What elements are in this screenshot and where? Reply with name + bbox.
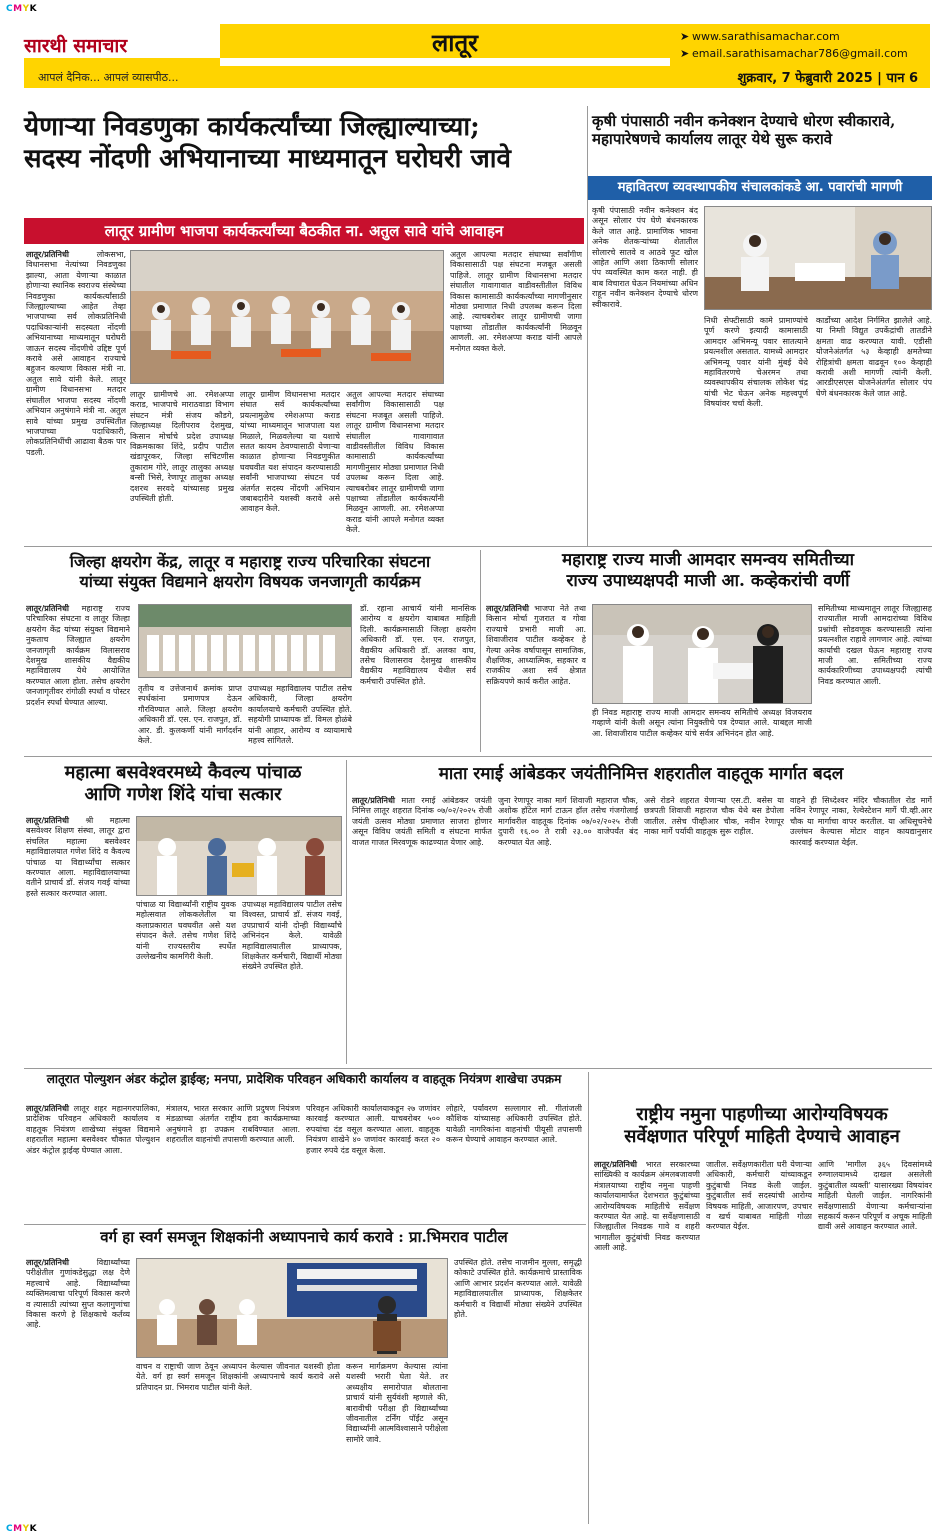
- story7-column-1: लातूर/प्रतिनिधी लातूर शहर महानगरपालिका, प्रादेशिक परिवहन अधिकारी कार्यालय व वाहतूक नियंत्रण शाखेच्या संयुक्त विद्यमाने शहरातील महात्मा बसवेश्वर चौकात पोल्युशन अंडर कंट्रोल ड्राईव्ह घेण्यात आला.: [26, 1104, 160, 1155]
- story2-caption: निधी सेफ्टीसाठी कामे प्रामाण्यांचे पूर्ण करणे इत्यादी कामासाठी आमदार अभिमन्यू पवार सातत्याने प्रयत्नशील असतात. यामध्ये आमदार अभिमन्यू पवार यांनी मुंबई येथे महावितरणचे चेअरमन तथा व्यवस्थापकीय संचालक लोकेश चंद्र यांची भेट घेऊन अनेक महत्त्वपूर्ण विषयांवर चर्चा केली.: [704, 316, 808, 409]
- arrow-icon: ➤: [680, 47, 690, 60]
- story7-column-3: परिवहन अधिकारी कार्यालयाकडून २७ जणांवर कारवाई करण्यात आली. याचबरोबर ५०० रुपयांचा दंड वसूल करण्यात आला. वाहतूक नियंत्रण शाखेने ४० जणांवर कारवाई करत २० हजार रुपये दंड वसूल केला.: [306, 1104, 440, 1155]
- story6-column-4: वाहने ही सिध्देश्वर मंदिर चौकातील रोड मार्गे नविन रेणापूर नाका, रेल्वेस्टेशन मार्गे पी.व्ही.आर चौक या मार्गाचा वापर करतील. या अधिसूचनेचे उल्लंघन केल्यास मोटार वाहन कायद्यानुसार कारवाई करण्यात येईल.: [790, 796, 932, 847]
- story7-column-2: मंत्रालय, भारत सरकार आणि प्रदुषण नियंत्रण मंडळाच्या अंतर्गत राष्ट्रीय हवा कार्यक्रमाच्या अनुषंगाने हा उपक्रम राबविण्यात आला. शहरातील वाहनांची तपासणी करण्यात आली.: [166, 1104, 300, 1145]
- story8-headline: राष्ट्रीय नमुना पाहणीच्या आरोग्यविषयक सर्वेक्षणात परिपूर्ण माहिती देण्याचे आवाहन: [624, 1104, 900, 1147]
- story3-byline: लातूर/प्रतिनिधी: [26, 604, 69, 613]
- story2-subhead: महावितरण व्यवस्थापकीय संचालकांकडे आ. पवारांची मागणी: [588, 176, 932, 200]
- story5-column-3: उपाध्यक्ष महाविद्यालय पाटील तसेच विश्वस्त, प्राचार्य डॉ. संजय गवई, उपप्राचार्य यांनी दोन्ही विद्यार्थ्यांचे अभिनंदन केले. यावेळी महाविद्यालयातील प्राध्यापक, शिक्षकेतर कर्मचारी, विद्यार्थी मोठ्या संख्येने उपस्थित होते.: [242, 900, 342, 972]
- story3-headline: जिल्हा क्षयरोग केंद्र, लातूर व महाराष्ट्र राज्य परिचारिका संघटना यांच्या संयुक्त विद्यमाने क्षयरोग विषयक जनजागृती कार्यक्रम: [69, 552, 431, 591]
- print-registration-mark-bottom: CMYK: [6, 1524, 38, 1534]
- story4-column-1: लातूर/प्रतिनिधी भाजपा नेते तथा किसान मोर्चा गुजरात व गोवा राज्याचे प्रभारी माजी आ. शिवाजीराव पाटील कव्हेकर हे गेल्या अनेक वर्षापासून सामाजिक, शैक्षणिक, आध्यात्मिक, सहकार व राजकीय अशा सर्व क्षेत्रात सक्रियपणे कार्य करीत आहेत.: [486, 604, 586, 686]
- story9-byline: लातूर/प्रतिनिधी: [26, 1258, 69, 1267]
- story6-byline: लातूर/प्रतिनिधी: [352, 796, 395, 805]
- story1-column-4a: अतुल आपल्या मतदार संघाच्या सर्वांगीण विकासासाठी पक्ष संघटना मजबूत असली पाहिजे. लातूर ग्रामीण विधानसभा मतदार संघातील गावागावात वाडीवस्तीतील विविध विकास कामासाठी कार्यकर्त्यांच्या मागणीनुसार मोठ्या प्रमाणात निधी उपलब्ध करून दिला आहे. त्याचबरोबर लातूर ग्रामीणची जागा पक्षाच्या तोंडातील कार्यकर्त्यांनी मिळवून आणली. आ. रमेशअप्पा कराड यांनी आपले मनोगत व्यक्त केले.: [346, 390, 444, 535]
- story1-subhead: लातूर ग्रामीण भाजपा कार्यकर्त्यांच्या बैठकीत ना. अतुल सावे यांचे आवाहन: [24, 218, 584, 244]
- city-title: लातूर: [432, 28, 478, 57]
- story3-column-1: लातूर/प्रतिनिधी महाराष्ट्र राज्य परिचारिका संघटना व लातूर जिल्हा क्षयरोग केंद्र यांच्या संयुक्त विद्यमाने नुकताच जिल्ह्यात क्षयरोग जनजागृती कार्यक्रम विलासराव देशमुख शासकीय वैद्यकीय महाविद्यालय येथे आयोजित करण्यात आला होता. तसेच क्षयरोग जनजागृतीवर रांगोळी स्पर्धा व पोस्टर प्रदर्शन स्पर्धा घेण्यात आल्या.: [26, 604, 130, 707]
- story4-photo: [592, 604, 812, 704]
- story8-column-1: लातूर/प्रतिनिधी भारत सरकारच्या सांख्यिकी व कार्यक्रम अंमलबजावणी मंत्रालयाच्या राष्ट्रीय नमुना पाहणी कार्यालयामार्फत देशभरात कुटुंबांच्या आरोग्यविषयक माहितीचे सर्वेक्षण करण्यात येत आहे. या सर्वेक्षणासाठी जिल्ह्यातील निवडक गावे व शहरी भागातील कुटुंबांची निवड करण्यात आली आहे.: [594, 1160, 700, 1253]
- story6-column-1: लातूर/प्रतिनिधी माता रमाई आंबेडकर जयंती निमित्त लातूर शहरात दिनांक ०७/०२/२०२५ रोजी जयंती उत्सव मोठ्या प्रमाणात साजरा होणार असून विविध जयंती समिती व संघटना मार्फत वाजत गाजत मिरवणूक काढण्यात येणार आहे.: [352, 796, 492, 847]
- story8-byline: लातूर/प्रतिनिधी: [594, 1160, 637, 1169]
- story5-photo: [136, 816, 342, 896]
- story1-column-1: लातूर/प्रतिनिधी लोकसभा, विधानसभा नेत्यांच्या निवडणुका झाल्या, आता येणाऱ्या काळात होणाऱ्या स्थानिक स्वराज्य संस्थेच्या निवडणुका कार्यकर्त्यांसाठी जिल्ह्याल्याच्या आहेत तेव्हा भाजपाच्या सर्व लोकप्रतिनिधी पदाधिकाऱ्यांनी सदस्यता नोंदणी अभियानाच्या माध्यमातून घरोघरी जाऊन सदस्य नोंदणीचे उद्दिष्ट पूर्ण करावे असे आवाहन राज्याचे बहुजन कल्याण विकास मंत्री ना. अतुल सावे यांनी केले. लातूर ग्रामीण विधानसभा मतदार संघातील भाजपा सदस्य नोंदणी अभियान अनुषंगाने मंत्री ना. अतुल सावे यांच्या प्रमुख उपस्थितीत भाजपाच्या पदाधिकारी, लोकप्रतिनिधींची आढावा बैठक पार पडली.: [26, 250, 126, 457]
- story9-headline: वर्ग हा स्वर्ग समजून शिक्षकांनी अध्यापनाचे कार्य करावे : प्रा.भिमराव पाटील: [100, 1228, 508, 1246]
- story7-column-4: लोहारे, पर्यावरण सल्लागार सौ. गीतांजली कौशिक यांच्यासह अधिकारी उपस्थित होते. यावेळी नागरिकांना वाहनांची पीयूसी तपासणी करून घेण्याचे आवाहन करण्यात आले.: [446, 1104, 582, 1145]
- story4-headline: महाराष्ट्र राज्य माजी आमदार समन्वय समितीच्या राज्य उपाध्यक्षपदी माजी आ. कव्हेकरांची वर्णी: [561, 550, 855, 591]
- story9-caption: वाचन व राष्ट्राची जाण ठेवून अध्यापन केल्यास जीवनात यशस्वी होता येते. वर्ग हा स्वर्ग समजून शिक्षकांनी अध्यापनाचे कार्य करावे असे प्रतिपादन प्रा. भिमराव पाटील यांनी केले.: [136, 1362, 340, 1392]
- story1-column-4: अतुल आपल्या मतदार संघाच्या सर्वांगीण विकासासाठी पक्ष संघटना मजबूत असली पाहिजे. लातूर ग्रामीण विधानसभा मतदार संघातील गावागावात वाडीवस्तीतील विविध विकास कामासाठी कार्यकर्त्यांच्या मागणीनुसार मोठ्या प्रमाणात निधी उपलब्ध करून दिला आहे. त्याचबरोबर लातूर ग्रामीणची जागा पक्षाच्या तोंडातील कार्यकर्त्यांनी मिळवून आणली. आ. रमेशअप्पा कराड यांनी आपले मनोगत व्यक्त केले.: [450, 250, 582, 353]
- story2-column-1: कृषी पंपासाठी नवीन कनेक्शन बंद असून सोलार पंप घेणे बंधनकारक केले जात आहे. प्रामाणिक भावना अनेक शेतकऱ्यांच्या शेतातील सोलारचे सातवे व आठवे फूट खोल आहेत आणि अशा ठिकाणी सोलार पंप व्यवस्थित काम करत नाही. ही बाब विचारात घेऊन नियमांच्या अधिन राहून नवीन कनेक्शन देण्याचे धोरण स्वीकारावे.: [592, 206, 698, 309]
- story7-headline: लातूरात पोल्युशन अंडर कंट्रोल ड्राईव्ह; मनपा, प्रादेशिक परिवहन अधिकारी कार्यालय व वाहतूक नियंत्रण शाखेचा उपक्रम: [46, 1072, 562, 1086]
- story1-column-3: लातूर ग्रामीण विधानसभा मतदार संघात सर्व कार्यकर्त्यांच्या प्रयत्नामुळेच रमेशअप्पा कराड यांच्या माध्यमातून भाजपाला यश मिळाले, मिळवलेल्या या यशाचे सतत कायम ठेवण्यासाठी येणाऱ्या काळात होणाऱ्या निवडणुकीत घवघवीत यश संपादन करण्यासाठी सर्वांनी भाजपाच्या संघटन पर्व अंतर्गत सदस्य नोंदणी अभियान जबाबदारीने यशस्वी करावे असे आवाहन केले.: [240, 390, 340, 514]
- story9-photo: [136, 1258, 448, 1358]
- story6-column-2: जुना रेणापूर नाका मार्ग शिवाजी महाराज चौक, अशोक हॉटेल मार्ग टाऊन हॉल तसेच गंजगोलाई मार्गावरील वाहतूक दिनांक ०७/०२/२०२५ रोजी दुपारी १६.०० ते रात्री २३.०० वाजेपर्यंत बंद करण्यात येत आहे.: [498, 796, 638, 847]
- website-link[interactable]: www.sarathisamachar.com: [692, 30, 840, 43]
- story9-column-4: उपस्थित होते. तसेच नाजमीन मुल्ला, समृद्धी कोकाटे उपस्थित होते. कार्यक्रमाचे प्रास्ताविक आणि आभार प्रदर्शन करण्यात आले. यावेळी महाविद्यालयातील प्राध्यापक, शिक्षकेतर कर्मचारी व विद्यार्थी मोठ्या संख्येने उपस्थित होते.: [454, 1258, 582, 1320]
- contact-box: [670, 24, 930, 66]
- story9-column-1: लातूर/प्रतिनिधी विद्यार्थ्यांच्या परीक्षेतील गुणांकडेसुद्धा लक्ष देणे महत्त्वाचे आहे. विद्यार्थ्यांच्या व्यक्तिमत्वाचा परिपूर्ण विकास करणे व त्यासाठी त्यांच्या सुप्त कलागुणांचा विकास करणे हे शिक्षकाचे कर्तव्य आहे.: [26, 1258, 130, 1330]
- story5-headline: महात्मा बसवेश्वरमध्ये कैवल्य पांचाळ आणि गणेश शिंदे यांचा सत्कार: [64, 762, 302, 805]
- story2-photo: [704, 206, 932, 310]
- story1-headline: येणाऱ्या निवडणुका कार्यकर्त्यांच्या जिल्ह्याल्याच्या; सदस्य नोंदणी अभियानाच्या माध्यमातून घरोघरी जावे: [24, 112, 511, 174]
- story8-column-3: आणि 'मागील ३६५ दिवसांमध्ये रुग्णालयामध्ये दाखल असलेली कुटुंबातील व्यक्ती' यासारख्या विषयांवर माहिती घेतली जाईल. नागरिकांनी सर्वेक्षणासाठी येणाऱ्या कर्मचाऱ्यांना सहकार्य करून परिपूर्ण व अचूक माहिती द्यावी असे आवाहन करण्यात आले.: [818, 1160, 932, 1232]
- story1-column-2: लातूर ग्रामीणचे आ. रमेशअप्पा कराड, भाजपाचे माराठवाडा विभाग संघटन मंत्री संजय कौडगे, जिल्हाध्यक्ष दिलीपराव देशमुख, किसान मोर्चाचे प्रदेश उपाध्यक्ष विक्रमकाका शिंदे, प्रदीप पाटील खंडापूरकर, जिल्हा सचिटणीस तुकाराम गोरे, लातूर तालुका अध्यक्ष बन्सी भिसे, रेणापूर तालुका अध्यक्ष दशरथ सरवदे यांच्यासह प्रमुख उपस्थिती होती.: [130, 390, 234, 504]
- story2-column-4: कार्डोच्या आदेश निर्गमित झालेले आहे. या निम्ती विद्युत उपकेंद्रांची तातडीने क्षमता वाढ करण्यात यावी. एडीसी योजनेअंतर्गत ५३ केव्हाही क्षमतेच्या रोहित्रांची क्षमता वाढवून १०० केव्हाही करावी अशी मागणी त्यांनी केली. आरडीएसएस योजनेअंतर्गत सोलार पंप घेणे बंधनकारक केले जात आहे.: [816, 316, 932, 398]
- email-link[interactable]: email.sarathisamachar786@gmail.com: [692, 47, 908, 60]
- story9-column-3: करून मार्गक्रमण केल्यास त्यांना यशस्वी भरारी घेता येते. तर अध्यक्षीय समारोपात बोलताना प्राचार्य यांनी सुर्यवंशी म्हणाले की, बारावीची परीक्षा ही विद्यार्थ्यांच्या जीवनातील टर्निंग पॉईंट असून विद्यार्थ्यांनी आत्मविश्वासाने परीक्षेला सामोरे जावे.: [346, 1362, 448, 1444]
- story3-column-3: उपाध्यक्ष महाविद्यालय पाटील तसेच अधिकारी, जिल्हा क्षयरोग कार्यालयाचे कर्मचारी उपस्थित होते. सहयोगी प्राध्यापक डॉ. विमल होळंबे यांनी आहार, आरोग्य व व्यायामाचे महत्त्व सांगितले.: [248, 684, 352, 746]
- story3-photo: [138, 604, 352, 678]
- masthead: [0, 24, 945, 90]
- masthead-strip: [24, 66, 930, 88]
- paper-name: सारथी समाचार: [24, 35, 128, 57]
- story4-caption: ही निवड महाराष्ट्र राज्य माजी आमदार समन्वय समितीचे अध्यक्ष विजयराव गव्हाणे यांनी केली असून त्यांना नियुक्तीचे पत्र देण्यात आले. याबद्दल माजी आ. शिवाजीराव पाटील कव्हेकर यांचे सर्वत्र अभिनंदन होत आहे.: [592, 708, 812, 738]
- arrow-icon: ➤: [680, 30, 690, 43]
- story8-column-2: जातील. सर्वेक्षणकारीता घरी येणाऱ्या अधिकारी, कर्मचारी यांच्याकडून कुटुंबाची निवड केली जाईल. कुटुंबातील सर्व सदस्यांची आरोग्य विषयक माहिती, आजारपण, उपचार व खर्च याबाबत माहिती गोळा करण्यात येईल.: [706, 1160, 812, 1232]
- story5-column-1: लातूर/प्रतिनिधी श्री महात्मा बसवेश्वर शिक्षण संस्था, लातूर द्वारा संचलित महात्मा बसवेश्वर महाविद्यालयात गणेश शिंदे व कैवल्य पांचाळ या विद्यार्थ्यांचा सत्कार करण्यात आला. महाविद्यालयाच्या वतीने प्राचार्य डॉ. संजय गवई यांच्या हस्ते सत्कार करण्यात आला.: [26, 816, 130, 898]
- story1-byline: लातूर/प्रतिनिधी: [26, 250, 69, 259]
- story3-column-4: डॉ. रहाना आचार्य यांनी मानसिक आरोग्य व क्षयरोग याबाबत माहिती दिली. कार्यक्रमासाठी जिल्हा क्षयरोग अधिकारी डॉ. एस. एन. राजपुत, वैद्यकीय अधिकारी डॉ. अलका वाघ, तसेच विलासराव देशमुख शासकीय वैद्यकीय महाविद्यालय येथील सर्व कर्मचारी उपस्थित होते.: [360, 604, 476, 686]
- city-box: [220, 24, 670, 58]
- story5-column-2: पांचाळ या विद्यार्थ्यांनी राष्ट्रीय युवक महोत्सवात लोककलेतील या कलाप्रकारात घवघवीत असे यश संपादन केले. तसेच गणेश शिंदे यांनी राज्यस्तरीय स्पर्धेत उल्लेखनीय कामगिरी केली.: [136, 900, 236, 962]
- date-page-info: शुक्रवार, 7 फेब्रुवारी 2025 | पान 6: [737, 71, 918, 86]
- story1-photo: [130, 250, 444, 384]
- story6-headline: माता रमाई आंबेडकर जयंतीनिमित्त शहरातील वाहतूक मार्गात बदल: [438, 764, 844, 784]
- paper-name-box: [24, 26, 210, 56]
- story4-column-3: समितीच्या माध्यमातून लातूर जिल्ह्यासह राज्यातील माजी आमदारांच्या विविध प्रश्नांची सोडवणूक करण्यासाठी त्यांना प्रयत्नशील राहावे लागणार आहे. त्यांच्या कार्याची दखल घेऊन महाराष्ट्र राज्य माजी आ. समितीच्या राज्य कार्यकारिणीच्या उपाध्यक्षपदी त्यांची निवड करण्यात आली.: [818, 604, 932, 686]
- story3-column-2: तृतीय व उत्तेजनार्थ क्रमांक प्राप्त स्पर्धकांना प्रमाणपत्र देऊन गौरविण्यात आले. जिल्हा क्षयरोग अधिकारी डॉ. एस. एन. राजपुत, डॉ. आर. डी. कुलकर्णी यांनी मार्गदर्शन केले.: [138, 684, 242, 746]
- story2-headline: कृषी पंपासाठी नवीन कनेक्शन देण्याचे धोरण स्वीकारावे, महापारेषणचे कार्यालय लातूर येथे सुरू करावे: [592, 112, 896, 149]
- tagline: आपलं दैनिक... आपलं व्यासपीठ...: [38, 71, 179, 84]
- story7-byline: लातूर/प्रतिनिधी: [26, 1104, 69, 1113]
- story5-byline: लातूर/प्रतिनिधी: [26, 816, 69, 825]
- print-registration-mark: CMYK: [6, 4, 38, 14]
- story4-byline: लातूर/प्रतिनिधी: [486, 604, 529, 613]
- story6-column-3: असे रोडने शहरात येणाऱ्या एस.टी. बसेस या छत्रपती शिवाजी महाराज चौक येथे बस डेपोला जातील. तसेच पीव्हीआर चौक, नवीन रेणापूर नाका मार्गे पर्यायी वाहतूक सुरू राहील.: [644, 796, 784, 837]
